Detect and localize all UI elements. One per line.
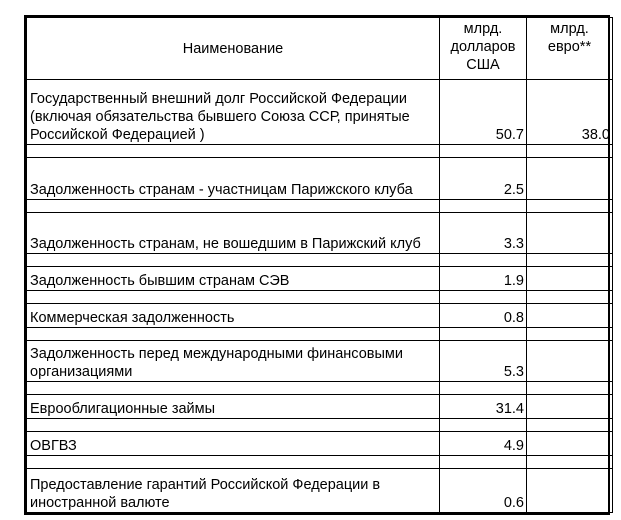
row-usd: 0.8: [440, 304, 527, 328]
table-header-row: [27, 18, 613, 80]
header-usd: млрд. долларов США: [440, 18, 527, 80]
spacer-row: [27, 419, 613, 432]
table-row: [27, 469, 613, 513]
spacer-row: [27, 456, 613, 469]
spacer-row: [27, 382, 613, 395]
row-eur: [527, 469, 613, 513]
table-row: [27, 341, 613, 382]
row-name: Задолженность перед международными финансовыми организациями: [27, 341, 440, 382]
row-eur: [527, 304, 613, 328]
spacer-row: [27, 327, 613, 340]
row-name: Еврооблигационные займы: [27, 395, 440, 419]
row-eur: 38.0: [527, 80, 613, 145]
row-name: Коммерческая задолженность: [27, 304, 440, 328]
table-row: [27, 267, 613, 291]
row-eur: [527, 267, 613, 291]
spacer-row: [27, 199, 613, 212]
row-name: Государственный внешний долг Российской Федерации (включая обязательства бывшего Союза ССР, принятые Российской Федерацией ): [27, 80, 440, 145]
table-row: [27, 432, 613, 456]
row-eur: [527, 432, 613, 456]
row-usd: 2.5: [440, 158, 527, 199]
row-name: Задолженность странам - участницам Парижского клуба: [27, 158, 440, 199]
row-usd: 3.3: [440, 212, 527, 253]
table-row: [27, 304, 613, 328]
spacer-row: [27, 254, 613, 267]
table-row: [27, 212, 613, 253]
table-row: [27, 158, 613, 199]
table-row: [27, 395, 613, 419]
row-usd: 5.3: [440, 341, 527, 382]
spacer-row: [27, 145, 613, 158]
row-eur: [527, 395, 613, 419]
row-usd: 4.9: [440, 432, 527, 456]
row-eur: [527, 212, 613, 253]
row-name: ОВГВЗ: [27, 432, 440, 456]
row-eur: [527, 341, 613, 382]
row-usd: 0.6: [440, 469, 527, 513]
spacer-row: [27, 290, 613, 303]
row-eur: [527, 158, 613, 199]
row-name: Задолженность бывшим странам СЭВ: [27, 267, 440, 291]
header-name: Наименование: [27, 18, 440, 80]
table-row: [27, 80, 613, 145]
row-usd: 50.7: [440, 80, 527, 145]
debt-table-frame: [24, 15, 610, 515]
row-usd: 1.9: [440, 267, 527, 291]
row-name: Предоставление гарантий Российской Федерации в иностранной валюте: [27, 469, 440, 513]
row-usd: 31.4: [440, 395, 527, 419]
row-name: Задолженность странам, не вошедшим в Парижский клуб: [27, 212, 440, 253]
header-eur: млрд. евро**: [527, 18, 613, 80]
debt-table: [26, 17, 613, 513]
